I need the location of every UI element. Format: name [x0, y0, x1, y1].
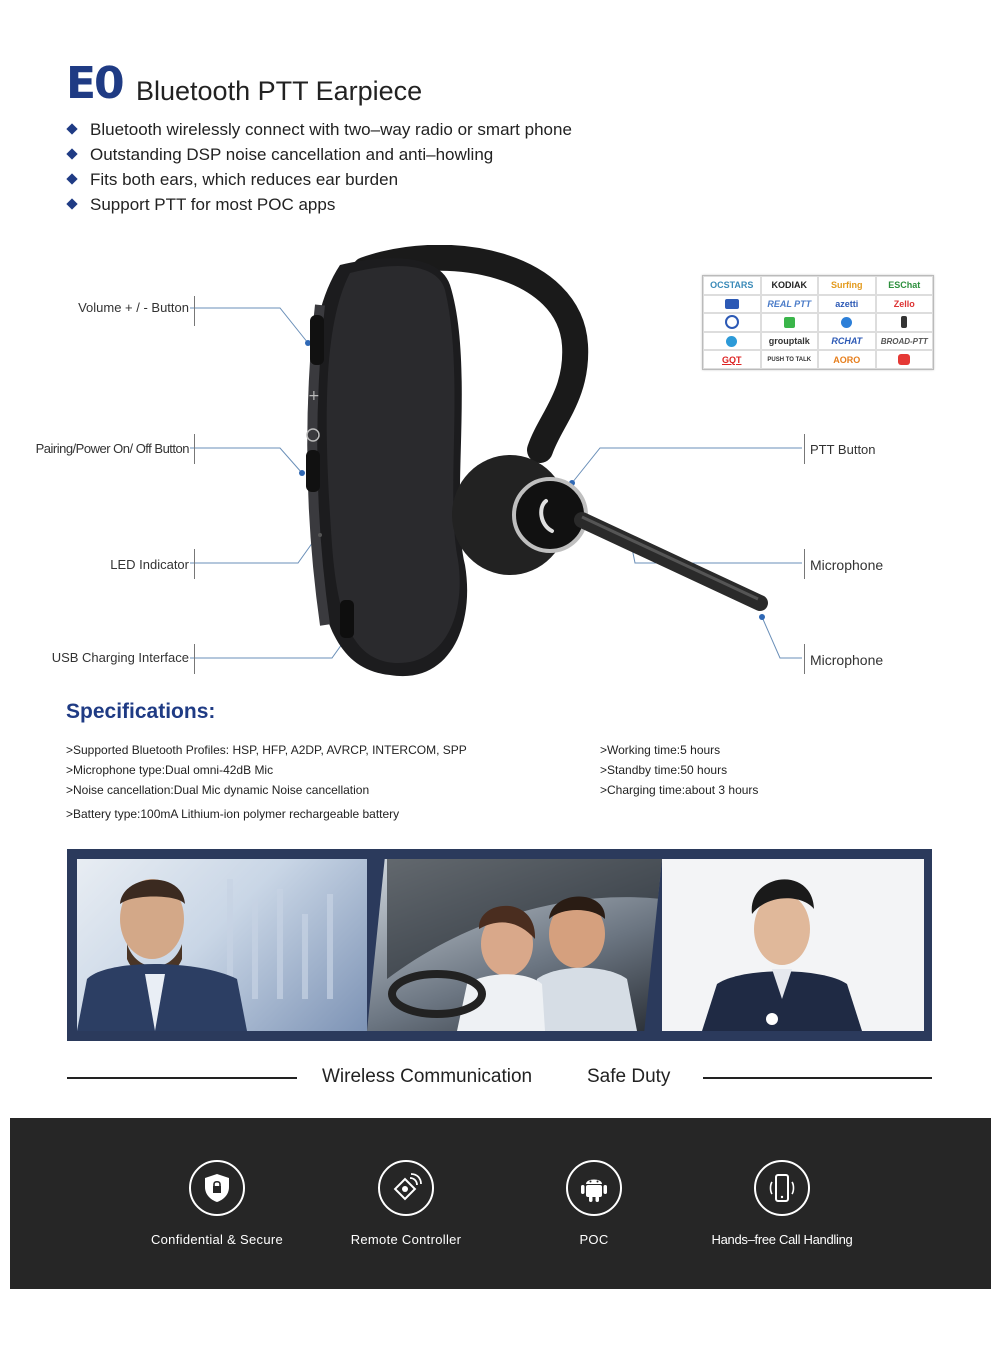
callout-microphone: Microphone [810, 652, 884, 668]
app-logo [761, 313, 819, 332]
features-band [10, 1118, 991, 1289]
spec-line: >Working time:5 hours [600, 743, 721, 757]
feature-label: Hands–free Call Handling [711, 1232, 853, 1247]
app-logo: PUSH TO TALK [761, 350, 819, 369]
app-logo: RCHAT [818, 332, 876, 351]
spec-line: >Microphone type:Dual omni-42dB Mic [66, 763, 274, 777]
tagline-wireless: Wireless Communication [322, 1066, 533, 1087]
feature-hands-free [682, 1160, 882, 1247]
callout-volume-button: Volume + / - Button [78, 300, 189, 315]
spec-line: >Battery type:100mA Lithium-ion polymer rechargeable battery [66, 807, 400, 821]
app-logo: ESChat [876, 276, 934, 295]
feature-label: Remote Controller [350, 1232, 462, 1247]
remote-signal-icon [378, 1160, 434, 1216]
specifications-heading: Specifications: [66, 700, 216, 723]
app-logo [818, 313, 876, 332]
spec-line: >Standby time:50 hours [600, 763, 728, 777]
spec-line: >Supported Bluetooth Profiles: HSP, HFP, A2DP, AVRCP, INTERCOM, SPP [66, 743, 467, 757]
diamond-bullet-icon [66, 123, 77, 134]
app-logo [703, 295, 761, 314]
app-logo [703, 313, 761, 332]
photo-businessman [77, 859, 367, 1031]
tagline-safe-duty: Safe Duty [587, 1066, 671, 1087]
diamond-bullet-icon [66, 198, 77, 209]
spec-line: >Noise cancellation:Dual Mic dynamic Noise cancellation [66, 783, 370, 797]
app-logo: OCSTARS [703, 276, 761, 295]
svg-text:+: + [308, 388, 320, 404]
divider-line [703, 1077, 932, 1079]
callout-led-indicator: LED Indicator [110, 557, 189, 572]
bullet-item: Outstanding DSP noise cancellation and anti–howling [66, 142, 572, 167]
bullet-item: Support PTT for most POC apps [66, 192, 572, 217]
poc-app-logo-grid [702, 275, 934, 370]
guard-illustration [662, 859, 924, 1031]
feature-poc [504, 1160, 684, 1247]
spec-line: >Charging time:about 3 hours [600, 783, 759, 797]
usage-photo-strip [67, 849, 932, 1041]
app-logo [876, 350, 934, 369]
app-logo: BROAD-PTT [876, 332, 934, 351]
bullet-item: Bluetooth wirelessly connect with two–way radio or smart phone [66, 117, 572, 142]
car-couple-illustration [367, 859, 662, 1031]
bullet-item: Fits both ears, which reduces ear burden [66, 167, 572, 192]
feature-label: Confidential & Secure [150, 1232, 284, 1247]
businessman-silhouette [77, 859, 367, 1031]
callout-microphone: Microphone [810, 557, 884, 573]
app-logo: AORO [818, 350, 876, 369]
app-logo: Zello [876, 295, 934, 314]
diamond-bullet-icon [66, 173, 77, 184]
feature-confidential [127, 1160, 307, 1247]
app-logo: azetti [818, 295, 876, 314]
app-logo: Surfing [818, 276, 876, 295]
app-logo [703, 332, 761, 351]
feature-label: POC [579, 1232, 609, 1247]
android-icon [566, 1160, 622, 1216]
product-logo: E0 [66, 58, 123, 109]
phone-vibrate-icon [754, 1160, 810, 1216]
divider-line [67, 1077, 297, 1079]
app-logo: KODIAK [761, 276, 819, 295]
app-logo [876, 313, 934, 332]
page-title: Bluetooth PTT Earpiece [136, 76, 423, 106]
app-logo: GQT [703, 350, 761, 369]
feature-bullets [66, 117, 572, 217]
feature-remote-controller [316, 1160, 496, 1247]
callout-pairing-button: Pairing/Power On/ Off Button [35, 441, 189, 456]
photo-security-guard [662, 859, 924, 1031]
diamond-bullet-icon [66, 148, 77, 159]
callout-ptt-button: PTT Button [810, 442, 876, 457]
app-logo: grouptalk [761, 332, 819, 351]
shield-lock-icon [189, 1160, 245, 1216]
callout-usb-interface: USB Charging Interface [51, 650, 189, 665]
app-logo: REAL PTT [761, 295, 819, 314]
photo-car-couple [367, 859, 662, 1031]
